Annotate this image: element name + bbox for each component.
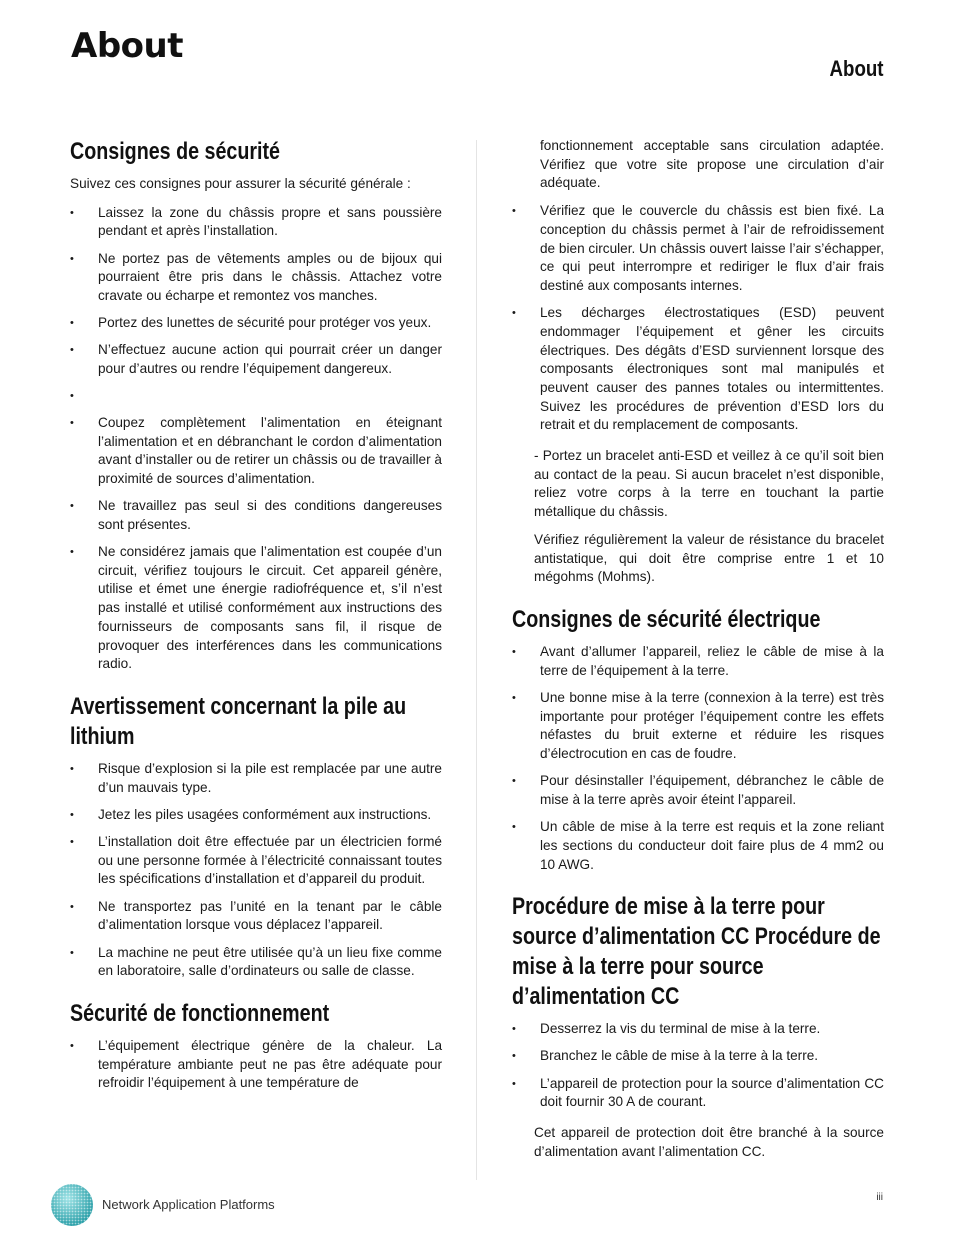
list-item: • Les décharges électrostatiques (ESD) peuvent endommager l’équipement et gêner les circuits électriques. Des dégâts d’ESD surviennent lorsque des composants électroniques sont mal manipulés et peuvent causer des pannes totales ou intermittentes. Suivez les procédures de prévention d’ESD lors du retrait et du remplacement de composants. xyxy=(512,304,884,435)
section-heading-grounding: Procédure de mise à la terre pour source d’alimentation CC Procédure de mise à la terre pour source d’alimentation CC xyxy=(512,893,881,1011)
list-item: • Ne considérez jamais que l’alimentation est coupée d’un circuit, vérifiez toujours le circuit. Cet appareil génère, utilise et émet une énergie radiofréquence et, s’il n’est pas installé et utilisé conformément aux instructions des fournisseurs de composants sans fil, il risque de provoquer des interférences dans les communications radio. xyxy=(70,543,442,674)
running-header: About xyxy=(829,56,884,81)
list-item: • Pour désinstaller l’équipement, débranchez le câble de mise à la terre après avoir éteint l’appareil. xyxy=(512,772,884,809)
list-item: • Vérifiez que le couvercle du châssis est bien fixé. La conception du châssis permet à l’air de refroidissement de bien circuler. Un châssis ouvert laisse l’air s’échapper, ce qui peut interrompre et rediriger le flux d’air frais destiné aux composants internes. xyxy=(512,202,884,296)
list-item: • Coupez complètement l’alimentation en éteignant l’alimentation et en débranchant le cordon d’alimentation avant d’installer ou de retirer un châssis ou de travailler à proximité de sources d’alimentation. xyxy=(70,414,442,489)
lithium-list xyxy=(70,760,442,981)
esd-paragraph: - Portez un bracelet anti-ESD et veillez à ce qu’il soit bien au contact de la peau. Si aucun bracelet n’est disponible, reliez votre corps à la terre en touchant la partie métallique du châssis. xyxy=(534,448,884,520)
list-item: • Portez des lunettes de sécurité pour protéger vos yeux. xyxy=(70,314,442,333)
continued-text: fonctionnement acceptable sans circulation adaptée. Vérifiez que votre site propose une circulation d’air adéquate. xyxy=(540,138,884,191)
list-item: • Desserrez la vis du terminal de mise à la terre. xyxy=(512,1020,884,1039)
esd-paragraph: Vérifiez régulièrement la valeur de résistance du bracelet antistatique, qui doit être comprise entre 1 et 10 mégohms (Mohms). xyxy=(534,531,884,585)
sphere-logo-icon xyxy=(50,1183,94,1227)
list-item: • Avant d’allumer l’appareil, reliez le câble de mise à la terre de l’équipement à la terre. xyxy=(512,643,884,680)
list-item: • Branchez le câble de mise à la terre à la terre. xyxy=(512,1047,884,1066)
left-column xyxy=(70,137,442,1105)
operation-list-continued xyxy=(512,202,884,435)
section-heading-operation: Sécurité de fonctionnement xyxy=(70,1000,330,1027)
operation-list xyxy=(70,1037,442,1093)
list-item: • Ne transportez pas l’unité en la tenant par le câble d’alimentation lorsque vous déplacez l’appareil. xyxy=(70,898,442,935)
right-column xyxy=(512,137,884,1170)
section-heading-electrical: Consignes de sécurité électrique xyxy=(512,605,821,633)
grounding-list xyxy=(512,1020,884,1112)
section-heading-safety: Consignes de sécurité xyxy=(70,138,280,165)
list-item: • La machine ne peut être utilisée qu’à un lieu fixe comme en laboratoire, salle d’ordinateurs ou salle de classe. xyxy=(70,944,442,981)
section-heading-lithium: Avertissement concernant la pile au lithium xyxy=(70,692,407,750)
page-number: iii xyxy=(876,1192,883,1203)
page-title: About xyxy=(71,26,183,66)
list-item: • Une bonne mise à la terre (connexion à la terre) est très importante pour protéger l’équipement contre les effets néfastes du bruit externe et réduire les risques d’électrocution en cas de foudre. xyxy=(512,689,884,764)
grounding-note: Cet appareil de protection doit être branché à la source d’alimentation avant l’alimentation CC. xyxy=(534,1125,884,1159)
list-item: • L’installation doit être effectuée par un électricien formé ou une personne formée à l’électricité connaissant toutes les spécifications d’installation et d’appareil du produit. xyxy=(70,833,442,889)
list-item-empty xyxy=(70,387,442,405)
list-item: • Laissez la zone du châssis propre et sans poussière pendant et après l’installation. xyxy=(70,204,442,241)
column-divider xyxy=(476,140,477,1180)
list-item: • L’appareil de protection pour la source d’alimentation CC doit fournir 30 A de courant. xyxy=(512,1075,884,1112)
list-item: • Risque d’explosion si la pile est remplacée par une autre d’un mauvais type. xyxy=(70,760,442,797)
list-item: • L’équipement électrique génère de la chaleur. La température ambiante peut ne pas être adéquate pour refroidir l’équipement à une température de xyxy=(70,1037,442,1093)
list-item: • Ne travaillez pas seul si des conditions dangereuses sont présentes. xyxy=(70,497,442,534)
list-item: • Un câble de mise à la terre est requis et la zone reliant les sections du conducteur doit faire plus de 4 mm2 ou 10 AWG. xyxy=(512,818,884,874)
list-item: • Jetez les piles usagées conformément aux instructions. xyxy=(70,806,442,825)
safety-list xyxy=(70,204,442,674)
list-item: • Ne portez pas de vêtements amples ou de bijoux qui pourraient être pris dans le châssis. Attachez votre cravate ou écharpe et remontez vos manches. xyxy=(70,250,442,306)
list-item: • N’effectuez aucune action qui pourrait créer un danger pour d’autres ou rendre l’équipement dangereux. xyxy=(70,341,442,378)
footer-brand: Network Application Platforms xyxy=(102,1197,275,1212)
electrical-list xyxy=(512,643,884,874)
section-intro: Suivez ces consignes pour assurer la sécurité générale : xyxy=(70,176,411,191)
